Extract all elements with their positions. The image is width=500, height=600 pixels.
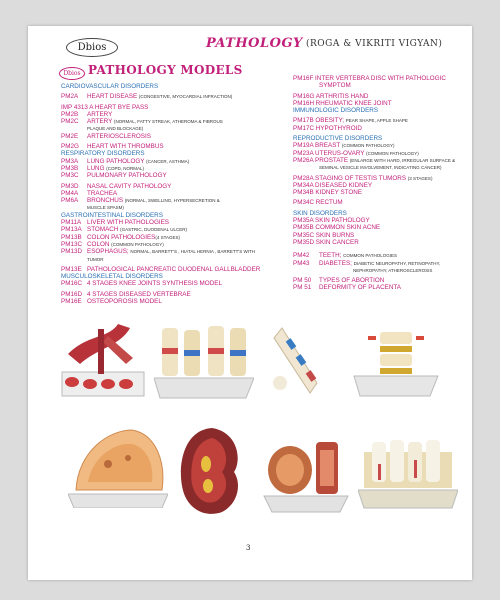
list-item: PM34A DISEASED KIDNEY xyxy=(293,181,373,189)
list-item-continued: PLAQUE AND BLOCKAGE) xyxy=(87,126,144,132)
list-item: PM 51 DEFORMITY OF PLACENTA xyxy=(293,284,401,292)
list-item: PM34C RECTUM xyxy=(293,199,343,207)
list-item: PM4A TRACHEA xyxy=(61,189,118,197)
category-heading: CARDIOVASCULAR DISORDERS xyxy=(61,83,159,90)
list-item: PM28A STAGING OF TESTIS TUMORS (3 STAGES) xyxy=(293,174,433,182)
list-item: PM13D ESOPHAGUS; NORMAL, BARRETT'S , HIATAL HERNIA , BARRETT'S WITH xyxy=(61,248,256,256)
right-column xyxy=(293,75,472,292)
list-item: PM2B ARTERY xyxy=(61,110,113,118)
list-item-continued: MUSCLE SPASM) xyxy=(87,205,124,211)
list-item: PM2E ARTERIOSCLEROSIS xyxy=(61,132,151,140)
list-item-continued: SEMINAL VESICLE INVOLVEMENT, INDICATING CANCER) xyxy=(319,165,442,171)
list-item: PM17B OBESITY; PEAR SHAPE, APPLE SHAPE xyxy=(293,117,408,125)
category-heading: MUSCULOSKELETAL DISORDERS xyxy=(61,273,163,281)
list-item-continued: NEPHROPATHY, ATHEROSCLEROSIS xyxy=(353,267,433,273)
dbios-logo: Dbios xyxy=(66,38,118,57)
dbios-logo-small: Dbios xyxy=(59,67,85,80)
section-title: PATHOLOGY MODELS xyxy=(88,63,243,77)
list-item: PM16F INTER VERTEBRA DISC WITH PATHOLOGIC xyxy=(293,75,446,82)
list-item: PM13A STOMACH (GASTRIC, DUODENAL ULCER) xyxy=(61,226,187,234)
category-heading: GASTROINTESTINAL DISORDERS xyxy=(61,211,163,219)
kidney-model-image xyxy=(176,424,248,520)
page-number: 3 xyxy=(246,544,251,552)
list-item: PM2A HEART DISEASE (CONGESTIVE, MYOCARDIAL INFRACTION) xyxy=(61,93,233,101)
list-item: PM2G HEART WITH THROMBUS xyxy=(61,143,164,151)
list-item: PM43 DIABETES; DIABETIC NEUROPATHY, RETINOPATHY, xyxy=(293,259,441,267)
list-item: PM2C ARTERY (NORMAL, FATTY STREAK, ATHEROMA & FIBROUS xyxy=(61,118,223,126)
list-item: PM3D NASAL CAVITY PATHOLOGY xyxy=(61,182,172,190)
list-item: PM3B LUNG (COPD, NORMAL) xyxy=(61,164,145,172)
vertebrae-model-image xyxy=(262,323,332,403)
uterus-model-image xyxy=(260,430,352,514)
artery-model-image xyxy=(58,314,148,400)
list-item: PM11A LIVER WITH PATHOLOGIES xyxy=(61,219,169,227)
skin-model-image xyxy=(68,422,168,508)
list-item: PM23A UTERUS-OVARY (COMMON PATHOLOGY) xyxy=(293,149,419,157)
list-item: PM 50 TYPES OF ABORTION xyxy=(293,277,385,285)
list-item: PM16H RHEUMATIC KNEE JOINT xyxy=(293,99,392,107)
disc-model-image xyxy=(346,318,446,400)
list-item: PM35A SKIN PATHOLOGY xyxy=(293,217,370,225)
catalog-page xyxy=(28,26,472,580)
list-item: PM3A LUNG PATHOLOGY (CANCER, ASTHMA) xyxy=(61,157,190,165)
list-item: PM35D SKIN CANCER xyxy=(293,238,359,246)
list-item: PM42 TEETH; COMMON PATHOLOGIES xyxy=(293,252,397,260)
page-title: PATHOLOGY xyxy=(206,36,303,51)
left-column xyxy=(61,83,291,305)
list-item: PM13B COLON PATHOLOGIES(4 STAGES) xyxy=(61,233,181,241)
list-item: PM16E OSTEOPOROSIS MODEL xyxy=(61,298,162,306)
category-heading: IMMUNOLOGIC DISORDERS xyxy=(293,107,379,115)
list-item-continued: TUMOR xyxy=(87,256,104,262)
teeth-model-image xyxy=(358,430,458,510)
list-item: PM17C HYPOTHYROID xyxy=(293,124,362,132)
list-item: PM13C COLON (COMMON PATHOLOGY) xyxy=(61,240,164,248)
list-item: PM16D 4 STAGES DISEASED VERTEBRAE xyxy=(61,290,191,298)
category-heading: RESPIRATORY DISORDERS xyxy=(61,150,145,158)
list-item: PM26A PROSTATE (ENLARGE WITH HARD, IRREGULAR SURFACE & xyxy=(293,156,456,164)
list-item: PM3C PULMONARY PATHOLOGY xyxy=(61,172,167,180)
list-item: PM35C SKIN BURNS xyxy=(293,231,355,239)
list-item: PM6A BRONCHUS (NORMAL, SWELLING, HYPERSECRETION & xyxy=(61,197,220,205)
list-item: PM35B COMMON SKIN ACNE xyxy=(293,224,381,232)
list-item: PM13E PATHOLOGICAL PANCREATIC DUODENAL GALLBLADDER xyxy=(61,265,261,273)
list-item: PM16G ARTHRITIS HAND xyxy=(293,92,369,100)
list-item: PM19A BREAST (COMMON PATHOLOGY) xyxy=(293,142,395,150)
list-item: PM34B KIDNEY STONE xyxy=(293,189,363,197)
category-heading: REPRODUCTIVE DISORDERS xyxy=(293,135,383,143)
list-item: IMP 4313 A HEART BYE PASS xyxy=(61,103,149,111)
list-item-continued: SYMPTOM xyxy=(319,82,351,90)
category-heading: SKIN DISORDERS xyxy=(293,209,347,217)
list-item: PM16C 4 STAGES KNEE JOINTS SYNTHESIS MODEL xyxy=(61,280,222,288)
knee-joints-model-image xyxy=(154,320,254,400)
page-subtitle: (ROGA & VIKRITI VIGYAN) xyxy=(306,39,443,49)
